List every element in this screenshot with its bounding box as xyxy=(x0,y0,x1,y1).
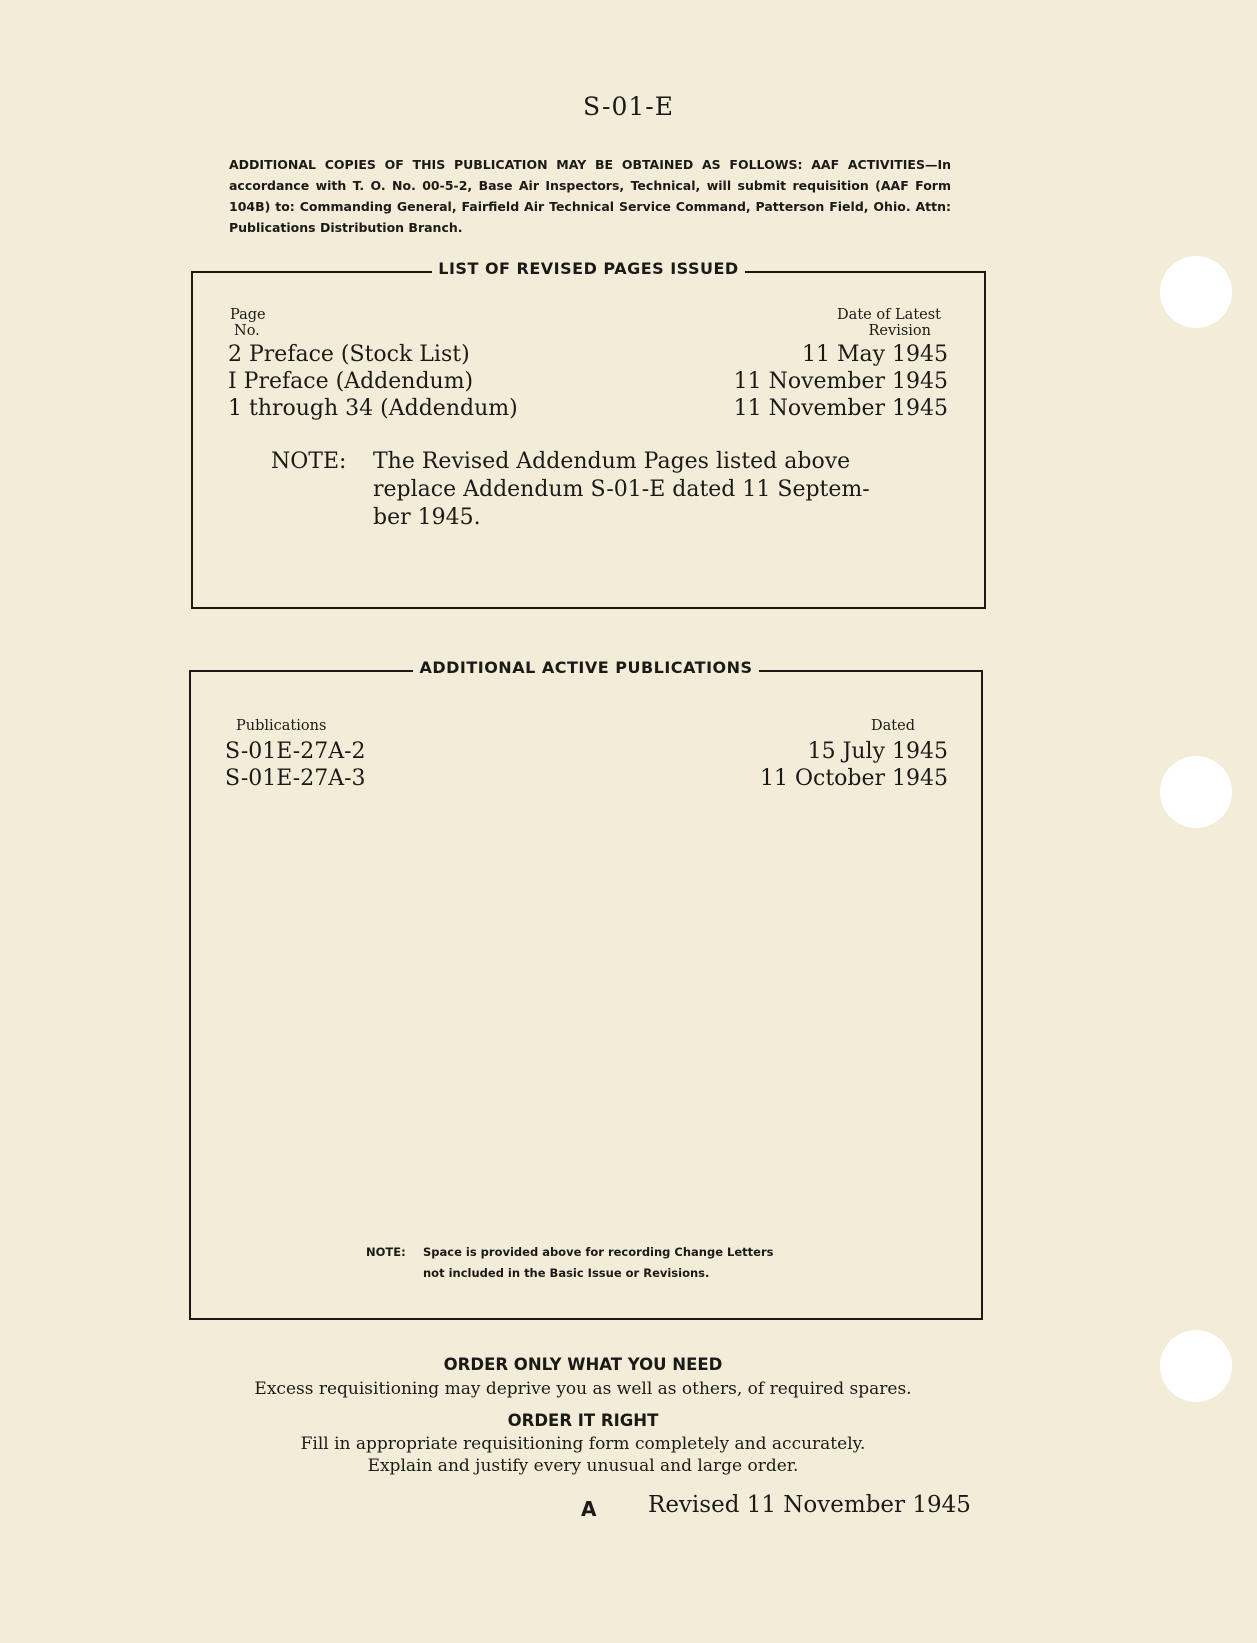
order-right-heading: ORDER IT RIGHT xyxy=(507,1411,659,1430)
revised-page-list xyxy=(228,341,518,422)
revision-date-footer: Revised 11 November 1945 xyxy=(648,1492,971,1518)
date-revision-header: Date of Latest Revision xyxy=(837,307,941,339)
order-need-text: Excess requisitioning may deprive you as well as others, of required spares. xyxy=(254,1379,912,1399)
publication-date: 15 July 1945 xyxy=(807,739,948,764)
publication-list xyxy=(225,738,366,792)
document-code: S-01-E xyxy=(583,92,674,121)
publications-header: Publications xyxy=(236,718,327,734)
distribution-instructions: ADDITIONAL COPIES OF THIS PUBLICATION MAY BE OBTAINED AS FOLLOWS: AAF ACTIVITIES—In accordance with T. O. No. 00-5-2, Base Air Inspectors, Technical, will submit requisition (AAF Form 104B) to: Commanding General, Fairfield Air Technical Service Command, Patterson Field, Ohio. Attn: Publications Distribution Branch. xyxy=(229,157,951,235)
publication-date: 11 October 1945 xyxy=(759,766,948,791)
punch-hole-top xyxy=(1160,256,1232,328)
punch-hole-middle xyxy=(1160,756,1232,828)
revised-pages-note: NOTE: The Revised Addendum Pages listed above replace Addendum S-01-E dated 11 Septem- ber 1945. xyxy=(271,449,870,530)
revised-page-name: 2 Preface (Stock List) xyxy=(228,342,470,367)
active-publications-title: ADDITIONAL ACTIVE PUBLICATIONS xyxy=(413,658,758,677)
revision-date-list xyxy=(734,341,948,422)
revision-date: 11 May 1945 xyxy=(801,342,948,367)
order-right-text-line1: Fill in appropriate requisitioning form completely and accurately. xyxy=(300,1434,866,1454)
punch-hole-bottom xyxy=(1160,1330,1232,1402)
revised-pages-box xyxy=(191,259,986,609)
revised-page-name: I Preface (Addendum) xyxy=(228,369,474,394)
active-publications-box xyxy=(189,658,983,1320)
publication-number: S-01E-27A-3 xyxy=(225,766,366,791)
revision-date: 11 November 1945 xyxy=(733,369,948,394)
revision-date: 11 November 1945 xyxy=(733,396,948,421)
change-letters-note: NOTE: Space is provided above for recording Change Letters not included in the Basic Issue or Revisions. xyxy=(366,1242,773,1284)
page-letter: A xyxy=(581,1497,597,1521)
page-no-header: Page No. xyxy=(230,307,266,339)
publication-date-list xyxy=(760,738,948,792)
publication-number: S-01E-27A-2 xyxy=(225,739,366,764)
revised-pages-title: LIST OF REVISED PAGES ISSUED xyxy=(432,259,744,278)
note-label: NOTE: xyxy=(271,449,347,474)
revised-page-name: 1 through 34 (Addendum) xyxy=(228,396,518,421)
order-right-text-line2: Explain and justify every unusual and large order. xyxy=(367,1456,799,1476)
dated-header: Dated xyxy=(871,718,915,734)
order-need-heading: ORDER ONLY WHAT YOU NEED xyxy=(443,1355,723,1374)
note-label: NOTE: xyxy=(366,1245,406,1259)
